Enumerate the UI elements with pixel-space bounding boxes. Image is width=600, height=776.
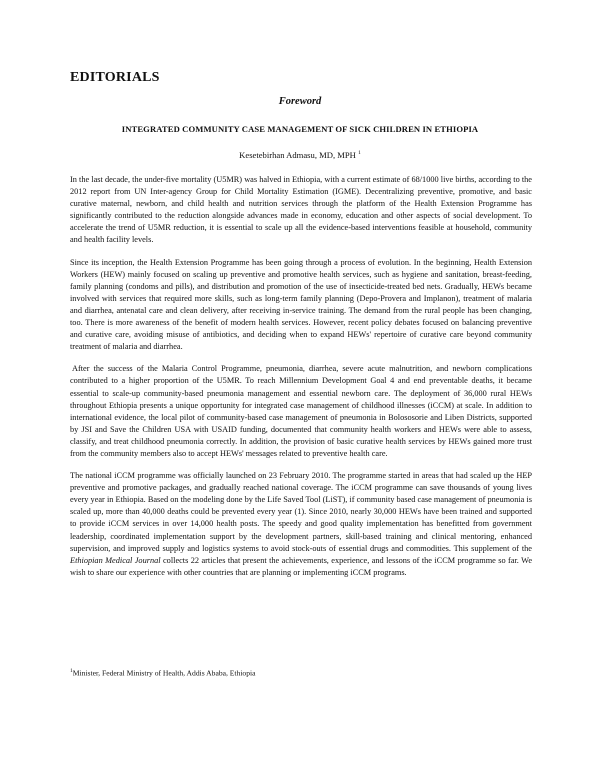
author-name: Kesetebirhan Admasu, MD, MPH [239, 150, 356, 160]
byline [0, 150, 600, 160]
section-heading: EDITORIALS [70, 70, 160, 85]
author-footnote-marker: 1 [358, 150, 361, 157]
journal-name: Ethiopian Medical Journal [70, 555, 161, 565]
paragraph-2: Since its inception, the Health Extension Programme has been going through a process of evolution. In the beginning, Health Extension Workers (HEW) mainly focused on scaling up preventive and promotive health services, such as hygiene and sanitation, breast-feeding, family planning (condoms and pills), and distribution and promotion of the use of insecticide-treated bed nets. Gradually, HEWs became involved with services that required more skills, such as long-term family planning (Depo-Provera and Implanon), treatment of malaria and diarrhea, antenatal care and clean delivery, after receiving in-service training. The demand from the rural people has been changing, too. There is more awareness of the benefit of modern health services. However, recent policy debates focused on balancing preventive and curative care, avoiding misuse of antibiotics, and deciding when to expand HEWs' repertoire of curative care beyond community treatment of malaria and diarrhea. [70, 257, 532, 352]
paragraph-4-text-end: collects 22 articles that present the achievements, experience, and lessons of the iCCM programme so far. We wish to share our experience with other countries that are planning or implementing iCCM programs. [70, 555, 532, 577]
paragraph-4 [70, 470, 532, 579]
footnote-marker: 1 [70, 668, 73, 674]
paragraph-1: In the last decade, the under-five mortality (U5MR) was halved in Ethiopia, with a current estimate of 68/1000 live births, according to the 2012 report from UN Inter-agency Group for Child Mortality Estimation (IGME). Decentralizing preventive, promotive, and basic curative maternal, newborn, and child health and nutrition services through the platform of the Health Extension Programme has significantly contributed to the reduction alongside advances made in economy, education and other aspects of social development. To accelerate the trend of U5MR reduction, it is essential to scale up all the evidence-based interventions feasible at household, community and health facility levels. [70, 175, 532, 245]
paragraph-4-text: The national iCCM programme was officially launched on 23 February 2010. The programme started in areas that had scaled up the HEP preventive and promotive packages, and gradually reached national coverage. The iCCM programme can save thousands of young lives every year in Ethiopia. Based on the modeling done by the Life Saved Tool (LiST), if community based case management of pneumonia is scaled up, more than 40,000 deaths could be prevented every year (1). Since 2010, nearly 30,000 HEWs have been trained and supported to provide iCCM services in over 14,000 health posts. The speedy and good quality implementation has benefitted from government leadership, coordinated implementation support by the development partners, skill-based training and clinical mentoring, enhanced supervision, and improved supply and logistics systems to avoid stock-outs of essential drugs and commodities. This supplement of the [70, 471, 532, 553]
footnote [70, 668, 532, 678]
article-title: INTEGRATED COMMUNITY CASE MANAGEMENT OF SICK CHILDREN IN ETHIOPIA [121, 124, 479, 134]
footnote-text: Minister, Federal Ministry of Health, Addis Ababa, Ethiopia [72, 668, 256, 678]
paragraph-3: After the success of the Malaria Control Programme, pneumonia, diarrhea, severe acute malnutrition, and newborn complications contributed to a higher proportion of the U5MR. To reach Millennium Development Goal 4 and end preventable deaths, it became essential to scale-up community-based pneumonia management and essential newborn care. The deployment of 36,000 rural HEWs throughout Ethiopia presents a unique opportunity for integrated case management of childhood illnesses (iCCM) at scale. In addition to international evidence, the local pilot of community-based case management of pneumonia in Bolososorie and Liben Districts, supported by JSI and Save the Children USA with USAID funding, documented that community health workers and HEWs were able to assess, classify, and treat childhood pneumonia correctly. In addition, the provision of basic curative health services by HEWs gained more trust from the community members also to accept HEWs' messages related to preventive health care. [70, 364, 532, 458]
article-body [70, 174, 532, 589]
foreword-label: Foreword [278, 96, 322, 107]
